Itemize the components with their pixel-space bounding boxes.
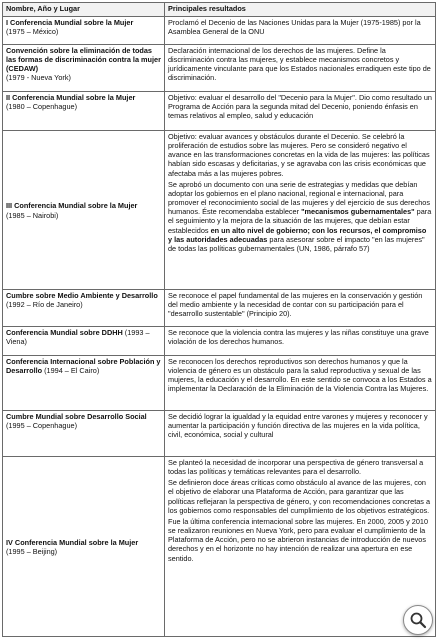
event-cell	[3, 92, 165, 131]
results-text: Objetivo: evaluar avances y obstáculos durante el Decenio. Se celebró la proliferación de estudios sobre las mujeres. Pero se consideró negativo el avance en las transformaciones concretas en la vida de las mujeres: las políticas habían sido escasas y deficitarias, y se agravaba con las crisis económicas que afectaba más a las mujeres pobres.	[168, 132, 430, 178]
results-text: Fue la última conferencia internacional sobre las mujeres. En 2000, 2005 y 2010 se realizaron reuniones en Nueva York, pero para evaluar el cumplimiento de la Plataforma de Acción, pero no se abrieron instancias de introducción de nuevos derechos y en el horizonte no hay intención de realizar una apertura en ese sentido.	[168, 516, 429, 563]
results-text: Se reconoce que la violencia contra las mujeres y las niñas constituye una grave violación de los derechos humanos.	[168, 328, 429, 347]
results-cell	[165, 411, 436, 457]
magnifier-icon	[409, 611, 427, 629]
results-text: Se definieron doce áreas críticas como obstáculo al avance de las mujeres, con el objetivo de elaborar una Plataforma de Acción, para garantizar que las políticas reflejaran la perspectiva de género, y con recomendaciones concretas a los gobiernos como responsables del cumplimiento de los objetivos estratégicos.	[168, 478, 431, 515]
event-date-place: (1975 – México)	[6, 27, 59, 37]
event-cell	[3, 411, 165, 457]
results-text: Declaración internacional de los derechos de las mujeres. Define la discriminación contra las mujeres, y establece mecanismos concretos y jurídicamente vinculante para que los Estados nacionales erradiquen este tipo de discriminación.	[168, 46, 431, 83]
table-row	[3, 17, 436, 45]
event-name: Conferencia Internacional sobre Población y Desarrollo (1994 – El Cairo)	[6, 357, 161, 376]
event-name: Convención sobre la eliminación de todas las formas de discriminación contra la mujer (CEDAW)	[6, 46, 161, 74]
results-text: Objetivo: evaluar el desarrollo del "Decenio para la Mujer". Dio como resultado un Programa de Acción para la segunda mitad del Decenio, poniendo énfasis en temas relativos al empleo, salud y educación	[168, 93, 432, 121]
table-row	[3, 131, 436, 290]
event-cell	[3, 131, 165, 290]
results-cell	[165, 457, 436, 637]
event-cell	[3, 356, 165, 411]
event-name: Cumbre Mundial sobre Desarrollo Social	[6, 412, 147, 421]
results-text: Se reconocen los derechos reproductivos son derechos humanos y que la violencia de género es un obstáculo para la salud reproductiva y sexual de las mujeres, la educación y el desarrollo. En este sentido se convoca a los Estados a implementar la Declaración de la Eliminación de la Violencia Contra las Mujeres.	[168, 357, 432, 394]
event-date-place: (1985 – Nairobi)	[6, 210, 59, 220]
results-text: Se planteó la necesidad de incorporar una perspectiva de género transversal a todas las políticas y temáticas relevantes para el desarrollo.	[168, 458, 424, 477]
table-row	[3, 92, 436, 131]
results-text: Se reconoce el papel fundamental de las mujeres en la conservación y gestión del medio ambiente y la necesidad de contar con su participación para el "desarrollo sustentable" (Principio 20).	[168, 291, 423, 319]
results-cell	[165, 92, 436, 131]
header-main-results: Principales resultados	[165, 3, 436, 17]
table-row	[3, 356, 436, 411]
event-name: II Conferencia Mundial sobre la Mujer	[6, 93, 136, 102]
event-name: I Conferencia Mundial sobre la Mujer	[6, 18, 134, 27]
table-row	[3, 290, 436, 327]
event-cell	[3, 290, 165, 327]
conferences-table	[2, 2, 436, 637]
event-date-place: (1979 - Nueva York)	[6, 73, 71, 83]
event-name: Cumbre sobre Medio Ambiente y Desarrollo (1992 – Río de Janeiro)	[6, 291, 158, 310]
event-cell	[3, 457, 165, 637]
event-date-place: (1995 – Beijing)	[6, 547, 58, 556]
event-cell	[3, 17, 165, 45]
results-cell	[165, 327, 436, 356]
results-cell	[165, 131, 436, 290]
event-cell	[3, 327, 165, 356]
results-text: Proclamó el Decenio de las Naciones Unidas para la Mujer (1975-1985) por la Asamblea General de la ONU	[168, 18, 421, 37]
event-name: Conferencia Mundial sobre DDHH (1993 – Viena)	[6, 328, 150, 347]
header-name-year-place: Nombre, Año y Lugar	[3, 3, 165, 17]
table-row	[3, 45, 436, 92]
event-cell	[3, 45, 165, 92]
event-date-place: (1995 – Copenhague)	[6, 421, 77, 431]
zoom-button[interactable]	[403, 605, 433, 635]
results-cell	[165, 356, 436, 411]
results-cell	[165, 290, 436, 327]
results-cell	[165, 45, 436, 92]
table-row	[3, 411, 436, 457]
event-name: III Conferencia Mundial sobre la Mujer	[6, 201, 138, 211]
table-header-row	[3, 3, 436, 17]
event-name: IV Conferencia Mundial sobre la Mujer	[6, 537, 139, 547]
results-cell	[165, 17, 436, 45]
results-text: Se aprobó un documento con una serie de estrategias y medidas que debían adoptar los gobiernos en el plano nacional, regional e internacional, para promover el reconocimiento social de las mujeres y del ejercicio de sus derechos humanos. Éste recomendaba establecer "mecanismos gubernamentales" para el seguimiento y la mejora de la situación de las mujeres, que debían estar establecidos en un alto nivel de gobierno; con los recursos, el compromiso y las autoridades adecuadas para asesorar sobre el impacto "en las mujeres" de todas las políticas gubernamentales (UN, 1986, párrafo 57)	[168, 179, 432, 253]
results-text: Se decidió lograr la igualdad y la equidad entre varones y mujeres y reconocer y aumentar la participación y función directiva de las mujeres en la vida política, civil, económica, social y cultural	[168, 412, 428, 440]
table-row	[3, 327, 436, 356]
table-row	[3, 457, 436, 637]
event-date-place: (1980 – Copenhague)	[6, 102, 77, 112]
